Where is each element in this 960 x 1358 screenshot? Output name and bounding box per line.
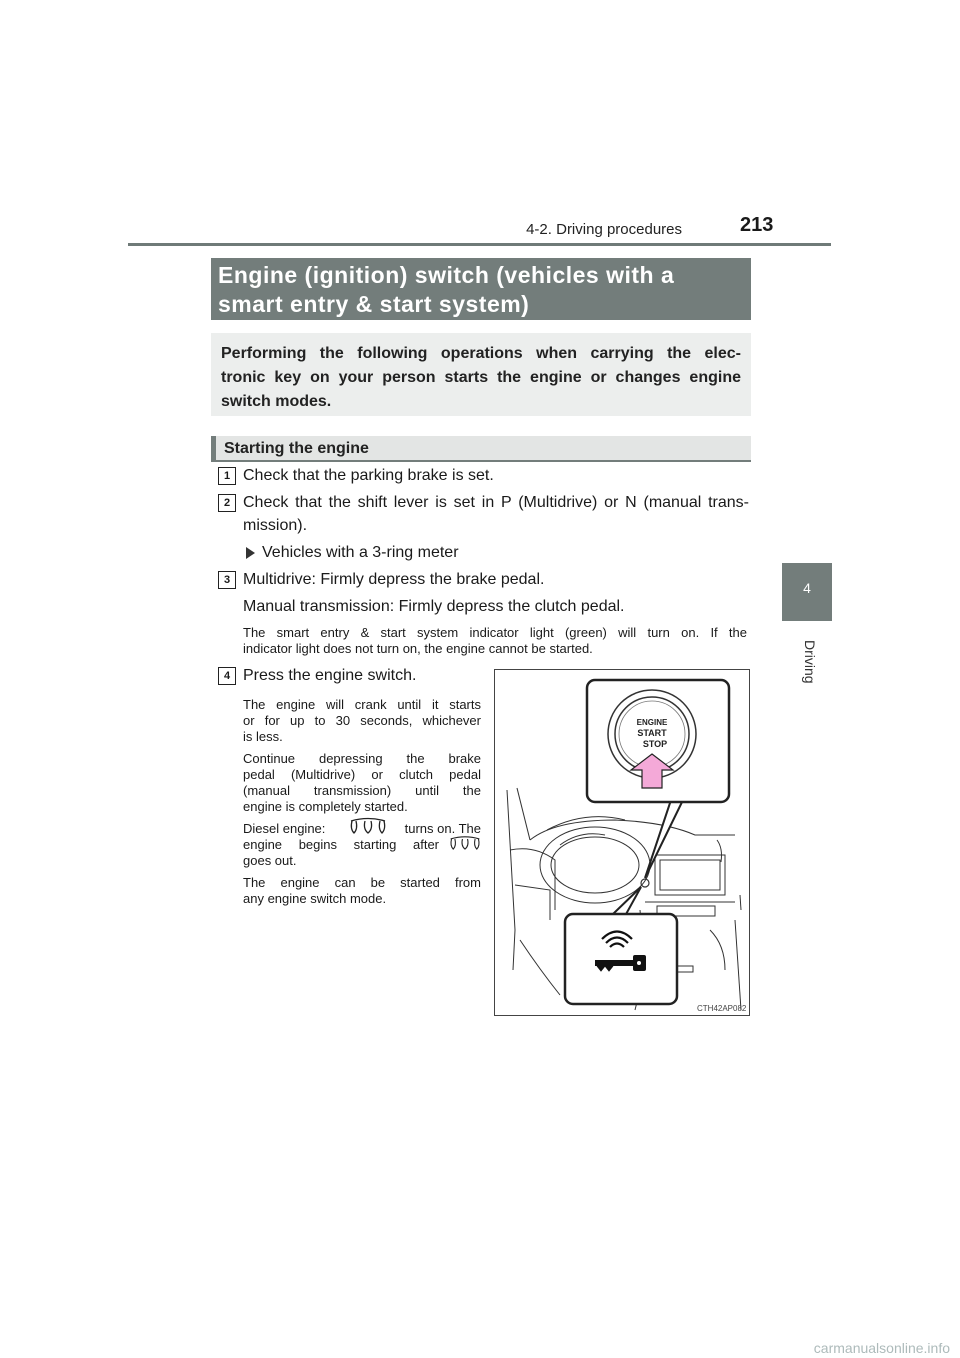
note-1-line3: is less. bbox=[243, 729, 283, 744]
intro-line2: tronic key on your person starts the engine or changes engine bbox=[221, 369, 741, 386]
note-3-part-c: engine begins starting after bbox=[243, 837, 439, 852]
note-3-part-a: Diesel engine: bbox=[243, 821, 326, 836]
step-2-line2: mission). bbox=[243, 517, 308, 534]
subheading: Starting the engine bbox=[224, 440, 369, 457]
step-3-note-line2: indicator light does not turn on, the engine cannot be started. bbox=[243, 641, 593, 656]
subheading-accent bbox=[211, 436, 216, 460]
note-2-line4: engine is completely started. bbox=[243, 799, 408, 814]
step-number-4: 4 bbox=[218, 667, 236, 685]
step-number-1: 1 bbox=[218, 467, 236, 485]
dashboard-drawing bbox=[495, 670, 749, 1015]
callout-pointer-bottom bbox=[613, 887, 641, 916]
page-title bbox=[218, 261, 748, 319]
intro-text bbox=[221, 342, 741, 414]
note-2-line3: (manual transmission) until the bbox=[243, 783, 481, 798]
glow-plug-indicator-icon bbox=[349, 817, 387, 837]
step-3-note-line1: The smart entry & start system indicator light (green) will turn on. If the bbox=[243, 625, 747, 640]
note-1-line2: or for up to 30 seconds, whichever bbox=[243, 713, 481, 728]
step-3-line1: Multidrive: Firmly depress the brake pedal. bbox=[243, 571, 545, 588]
step-2-text bbox=[243, 493, 749, 536]
note-3-part-b: turns on. The bbox=[404, 821, 481, 836]
chapter-tab-label bbox=[780, 640, 840, 700]
step-3-note bbox=[243, 625, 747, 657]
illustration-code: CTH42AP082 bbox=[697, 1004, 747, 1013]
step-4-text: Press the engine switch. bbox=[243, 667, 417, 684]
note-2-line1: Continue depressing the brake bbox=[243, 751, 481, 766]
page-number: 213 bbox=[740, 214, 774, 236]
page-title-line1: Engine (ignition) switch (vehicles with a bbox=[218, 262, 675, 288]
note-4-line1: The engine can be started from bbox=[243, 875, 481, 890]
bullet-triangle-icon bbox=[246, 547, 255, 559]
glow-plug-indicator-icon bbox=[449, 834, 481, 854]
intro-line1: Performing the following operations when carrying the elec- bbox=[221, 345, 741, 362]
note-3-line2 bbox=[243, 837, 481, 853]
note-2-line2: pedal (Multidrive) or clutch pedal bbox=[243, 767, 481, 782]
step-number-3: 3 bbox=[218, 571, 236, 589]
section-label: 4-2. Driving procedures bbox=[526, 221, 682, 238]
button-label-engine: ENGINE bbox=[636, 718, 668, 727]
step-number-2: 2 bbox=[218, 494, 236, 512]
button-label-stop: STOP bbox=[642, 739, 668, 749]
note-4-line2: any engine switch mode. bbox=[243, 891, 387, 906]
step-2-line1: Check that the shift lever is set in P (Multidrive) or N (manual trans- bbox=[243, 494, 749, 511]
watermark bbox=[0, 1340, 960, 1358]
chapter-tab-label-text: Driving bbox=[802, 640, 818, 684]
step-4-notes bbox=[243, 697, 481, 907]
callout-pointer-top bbox=[645, 800, 683, 878]
smart-key-callout bbox=[565, 914, 677, 1004]
chapter-tab-number: 4 bbox=[803, 580, 811, 596]
intro-line3: switch modes. bbox=[221, 393, 332, 410]
step-1-text: Check that the parking brake is set. bbox=[243, 467, 494, 484]
vehicle-condition: Vehicles with a 3-ring meter bbox=[262, 544, 459, 561]
watermark-text: carmanualsonline.info bbox=[813, 1340, 950, 1356]
button-label-start: START bbox=[637, 728, 667, 738]
page-title-line2: smart entry & start system) bbox=[218, 291, 530, 317]
note-1-line1: The engine will crank until it starts bbox=[243, 697, 481, 712]
note-3-line1 bbox=[243, 821, 481, 837]
note-3-line3: goes out. bbox=[243, 853, 297, 868]
step-3-line2: Manual transmission: Firmly depress the clutch pedal. bbox=[243, 598, 625, 615]
engine-switch-illustration bbox=[494, 669, 750, 1016]
header-divider bbox=[128, 243, 831, 246]
